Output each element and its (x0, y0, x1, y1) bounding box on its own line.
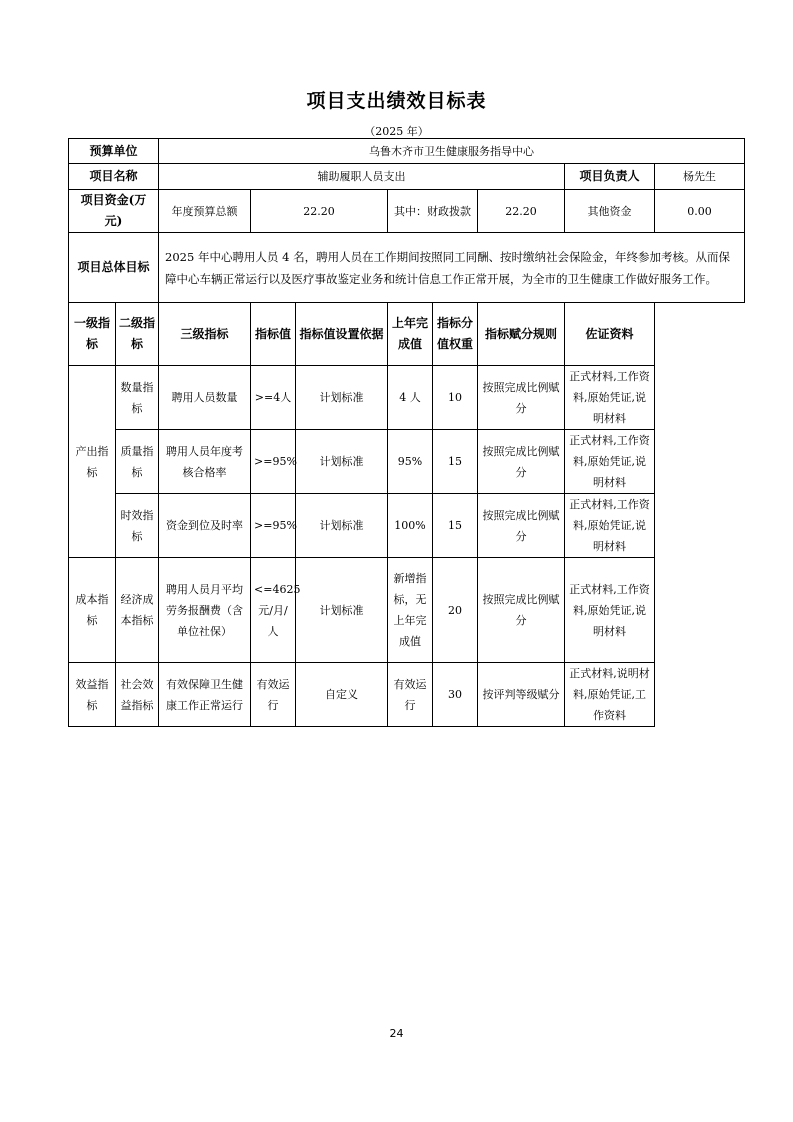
row-basis: 计划标准 (296, 430, 388, 494)
other-funds-label: 其他资金 (565, 190, 655, 233)
row-basis: 计划标准 (296, 558, 388, 663)
project-name-value: 辅助履职人员支出 (159, 164, 565, 190)
year-label: （2025 年） (364, 125, 429, 138)
row-evidence: 正式材料,工作资料,原始凭证,说明材料 (565, 366, 655, 430)
header-evidence: 佐证资料 (565, 303, 655, 366)
row-basis: 计划标准 (296, 494, 388, 558)
budget-unit-label: 预算单位 (69, 139, 159, 164)
fiscal-label: 其中：财政拨款 (388, 190, 478, 233)
header-rule: 指标赋分规则 (478, 303, 565, 366)
row-evidence: 正式材料,说明材料,原始凭证,工作资料 (565, 663, 655, 727)
header-weight: 指标分值权重 (433, 303, 478, 366)
header-basis: 指标值设置依据 (296, 303, 388, 366)
row-weight: 10 (433, 366, 478, 430)
row-level2: 时效指标 (116, 494, 159, 558)
page-title: 项目支出绩效目标表 (306, 90, 487, 112)
row-value: >=95% (251, 430, 296, 494)
group-benefit: 效益指标 (69, 663, 116, 727)
table-row (69, 430, 745, 494)
row-level3: 聘用人员月平均劳务报酬费（含单位社保） (159, 558, 251, 663)
row-value: 有效运行 (251, 663, 296, 727)
other-funds-value: 0.00 (655, 190, 745, 233)
project-name-row (69, 164, 745, 190)
responsible-value: 杨先生 (655, 164, 745, 190)
budget-unit-value: 乌鲁木齐市卫生健康服务指导中心 (159, 139, 745, 164)
table-row (69, 366, 745, 430)
row-weight: 15 (433, 494, 478, 558)
row-last-year: 有效运行 (388, 663, 433, 727)
row-level3: 有效保障卫生健康工作正常运行 (159, 663, 251, 727)
annual-total-value: 22.20 (251, 190, 388, 233)
goal-label: 项目总体目标 (69, 233, 159, 303)
funds-row (69, 190, 745, 233)
funds-label: 项目资金(万元) (69, 190, 159, 233)
project-name-label: 项目名称 (69, 164, 159, 190)
table-row (69, 663, 745, 727)
header-value: 指标值 (251, 303, 296, 366)
row-rule: 按评判等级赋分 (478, 663, 565, 727)
table-row (69, 494, 745, 558)
page-number: 24 (389, 1027, 404, 1040)
row-weight: 30 (433, 663, 478, 727)
row-evidence: 正式材料,工作资料,原始凭证,说明材料 (565, 558, 655, 663)
budget-unit-row (69, 139, 745, 164)
row-rule: 按照完成比例赋分 (478, 494, 565, 558)
row-evidence: 正式材料,工作资料,原始凭证,说明材料 (565, 430, 655, 494)
row-rule: 按照完成比例赋分 (478, 366, 565, 430)
row-value: >=4人 (251, 366, 296, 430)
row-level2: 社会效益指标 (116, 663, 159, 727)
responsible-label: 项目负责人 (565, 164, 655, 190)
row-value: >=95% (251, 494, 296, 558)
fiscal-value: 22.20 (478, 190, 565, 233)
goal-text: 2025 年中心聘用人员 4 名，聘用人员在工作期间按照同工同酬、按时缴纳社会保险金，年终参加考核。从而保障中心车辆正常运行以及医疗事故鉴定业务和统计信息工作正常开展，为全市的卫生健康工作做好服务工作。 (159, 233, 745, 303)
group-output: 产出指标 (69, 366, 116, 558)
row-rule: 按照完成比例赋分 (478, 430, 565, 494)
row-last-year: 新增指标，无上年完成值 (388, 558, 433, 663)
header-last-year: 上年完成值 (388, 303, 433, 366)
group-cost: 成本指标 (69, 558, 116, 663)
row-last-year: 4 人 (388, 366, 433, 430)
row-level2: 经济成本指标 (116, 558, 159, 663)
row-value: <=4625元/月/人 (251, 558, 296, 663)
row-weight: 15 (433, 430, 478, 494)
goal-row (69, 233, 745, 303)
annual-total-label: 年度预算总额 (159, 190, 251, 233)
row-basis: 计划标准 (296, 366, 388, 430)
header-row (69, 303, 745, 366)
row-basis: 自定义 (296, 663, 388, 727)
row-level3: 资金到位及时率 (159, 494, 251, 558)
row-level2: 质量指标 (116, 430, 159, 494)
header-level1: 一级指标 (69, 303, 116, 366)
header-level2: 二级指标 (116, 303, 159, 366)
performance-table (68, 138, 745, 727)
header-level3: 三级指标 (159, 303, 251, 366)
row-rule: 按照完成比例赋分 (478, 558, 565, 663)
row-last-year: 100% (388, 494, 433, 558)
row-level2: 数量指标 (116, 366, 159, 430)
row-last-year: 95% (388, 430, 433, 494)
table-row (69, 558, 745, 663)
row-weight: 20 (433, 558, 478, 663)
row-evidence: 正式材料,工作资料,原始凭证,说明材料 (565, 494, 655, 558)
row-level3: 聘用人员年度考核合格率 (159, 430, 251, 494)
row-level3: 聘用人员数量 (159, 366, 251, 430)
